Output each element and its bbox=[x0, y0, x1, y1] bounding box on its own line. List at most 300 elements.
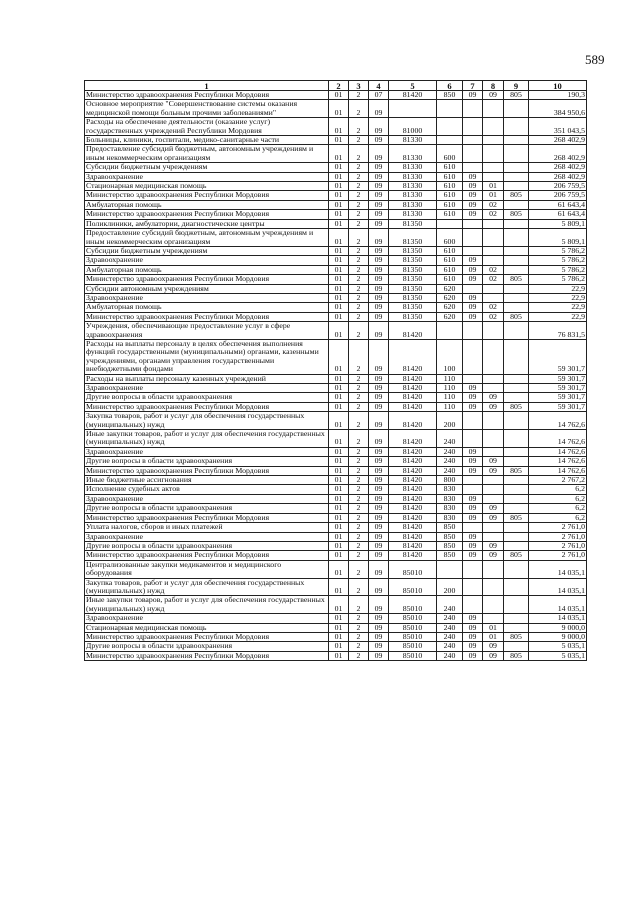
item-name-cell: Другие вопросы в области здравоохранения bbox=[85, 457, 329, 466]
code-section-cell bbox=[463, 229, 483, 247]
code-event-cell: 09 bbox=[369, 532, 389, 541]
code-subsection-cell: 09 bbox=[483, 651, 504, 660]
code-subprogram-cell: 2 bbox=[349, 182, 369, 191]
item-name-cell: Министерство здравоохранения Республики Мордовия bbox=[85, 551, 329, 560]
code-program-cell: 01 bbox=[329, 578, 349, 596]
code-subprogram-cell: 2 bbox=[349, 476, 369, 485]
code-direction-cell: 81420 bbox=[389, 384, 437, 393]
code-subsection-cell bbox=[483, 172, 504, 181]
code-subsection-cell bbox=[483, 118, 504, 136]
code-subsection-cell: 09 bbox=[483, 504, 504, 513]
code-subprogram-cell: 2 bbox=[349, 322, 369, 340]
amount-cell: 6,2 bbox=[529, 485, 587, 494]
code-subsection-cell bbox=[483, 485, 504, 494]
table-row bbox=[85, 560, 587, 578]
code-expense-type-cell: 240 bbox=[437, 651, 463, 660]
table-row bbox=[85, 312, 587, 321]
code-expense-type-cell bbox=[437, 219, 463, 228]
code-program-cell: 01 bbox=[329, 614, 349, 623]
code-event-cell: 09 bbox=[369, 384, 389, 393]
code-program-cell: 01 bbox=[329, 339, 349, 374]
code-ministry-cell bbox=[504, 476, 529, 485]
code-section-cell bbox=[463, 219, 483, 228]
code-section-cell: 09 bbox=[463, 632, 483, 641]
code-ministry-cell: 805 bbox=[504, 275, 529, 284]
amount-cell: 268 402,9 bbox=[529, 136, 587, 145]
code-ministry-cell bbox=[504, 293, 529, 302]
code-section-cell: 09 bbox=[463, 191, 483, 200]
code-direction-cell: 81350 bbox=[389, 256, 437, 265]
code-direction-cell: 81420 bbox=[389, 91, 437, 100]
code-program-cell: 01 bbox=[329, 312, 349, 321]
code-subsection-cell bbox=[483, 578, 504, 596]
code-ministry-cell bbox=[504, 541, 529, 550]
code-program-cell: 01 bbox=[329, 623, 349, 632]
code-program-cell: 01 bbox=[329, 275, 349, 284]
table-row bbox=[85, 256, 587, 265]
item-name-cell: Стационарная медицинская помощь bbox=[85, 623, 329, 632]
amount-cell: 59 301,7 bbox=[529, 374, 587, 383]
item-name-cell: Амбулаторная помощь bbox=[85, 265, 329, 274]
table-row bbox=[85, 339, 587, 374]
code-program-cell: 01 bbox=[329, 163, 349, 172]
code-program-cell: 01 bbox=[329, 293, 349, 302]
code-program-cell: 01 bbox=[329, 476, 349, 485]
code-expense-type-cell: 110 bbox=[437, 402, 463, 411]
code-subprogram-cell: 2 bbox=[349, 200, 369, 209]
amount-cell: 61 643,4 bbox=[529, 210, 587, 219]
code-event-cell: 09 bbox=[369, 275, 389, 284]
amount-cell: 14 035,1 bbox=[529, 614, 587, 623]
code-section-cell bbox=[463, 560, 483, 578]
code-expense-type-cell: 610 bbox=[437, 246, 463, 255]
item-name-cell: Стационарная медицинская помощь bbox=[85, 182, 329, 191]
table-row bbox=[85, 393, 587, 402]
amount-cell: 14 035,1 bbox=[529, 578, 587, 596]
code-ministry-cell: 805 bbox=[504, 513, 529, 522]
header-cell: 8 bbox=[483, 81, 504, 91]
code-event-cell: 09 bbox=[369, 485, 389, 494]
code-subprogram-cell: 2 bbox=[349, 402, 369, 411]
code-program-cell: 01 bbox=[329, 651, 349, 660]
item-name-cell: Основное мероприятие "Совершенствование системы оказания медицинской помощи больным прочими заболеваниями" bbox=[85, 100, 329, 118]
code-event-cell: 09 bbox=[369, 293, 389, 302]
code-program-cell: 01 bbox=[329, 504, 349, 513]
code-expense-type-cell: 200 bbox=[437, 412, 463, 430]
code-subsection-cell bbox=[483, 100, 504, 118]
code-subsection-cell: 09 bbox=[483, 91, 504, 100]
item-name-cell: Другие вопросы в области здравоохранения bbox=[85, 393, 329, 402]
code-direction-cell: 81420 bbox=[389, 466, 437, 475]
code-subprogram-cell: 2 bbox=[349, 229, 369, 247]
code-section-cell: 09 bbox=[463, 200, 483, 209]
item-name-cell: Министерство здравоохранения Республики Мордовия bbox=[85, 632, 329, 641]
code-expense-type-cell: 800 bbox=[437, 476, 463, 485]
code-subsection-cell bbox=[483, 412, 504, 430]
code-expense-type-cell: 240 bbox=[437, 642, 463, 651]
code-subsection-cell: 09 bbox=[483, 402, 504, 411]
code-section-cell bbox=[463, 246, 483, 255]
code-section-cell: 09 bbox=[463, 551, 483, 560]
amount-cell: 14 762,6 bbox=[529, 466, 587, 475]
code-subsection-cell bbox=[483, 322, 504, 340]
code-ministry-cell: 805 bbox=[504, 191, 529, 200]
code-section-cell: 09 bbox=[463, 494, 483, 503]
code-expense-type-cell: 610 bbox=[437, 191, 463, 200]
amount-cell: 59 301,7 bbox=[529, 339, 587, 374]
code-subprogram-cell: 2 bbox=[349, 303, 369, 312]
code-event-cell: 09 bbox=[369, 312, 389, 321]
code-ministry-cell bbox=[504, 284, 529, 293]
code-section-cell: 09 bbox=[463, 651, 483, 660]
code-subprogram-cell: 2 bbox=[349, 100, 369, 118]
code-section-cell: 09 bbox=[463, 293, 483, 302]
code-expense-type-cell: 610 bbox=[437, 200, 463, 209]
code-expense-type-cell: 830 bbox=[437, 485, 463, 494]
code-expense-type-cell: 240 bbox=[437, 430, 463, 448]
code-direction-cell: 81330 bbox=[389, 145, 437, 163]
item-name-cell: Иные закупки товаров, работ и услуг для обеспечения государственных (муниципальных) нужд bbox=[85, 596, 329, 614]
table-row bbox=[85, 430, 587, 448]
code-subsection-cell: 02 bbox=[483, 303, 504, 312]
item-name-cell: Исполнение судебных актов bbox=[85, 485, 329, 494]
code-expense-type-cell: 610 bbox=[437, 163, 463, 172]
code-section-cell: 09 bbox=[463, 265, 483, 274]
code-subsection-cell bbox=[483, 476, 504, 485]
amount-cell: 22,9 bbox=[529, 284, 587, 293]
table-row bbox=[85, 145, 587, 163]
code-expense-type-cell: 850 bbox=[437, 91, 463, 100]
code-ministry-cell: 805 bbox=[504, 466, 529, 475]
code-expense-type-cell: 620 bbox=[437, 284, 463, 293]
code-subprogram-cell: 2 bbox=[349, 91, 369, 100]
item-name-cell: Уплата налогов, сборов и иных платежей bbox=[85, 523, 329, 532]
code-event-cell: 09 bbox=[369, 541, 389, 550]
code-program-cell: 01 bbox=[329, 632, 349, 641]
code-ministry-cell bbox=[504, 560, 529, 578]
table-row bbox=[85, 246, 587, 255]
code-event-cell: 09 bbox=[369, 476, 389, 485]
item-name-cell: Министерство здравоохранения Республики Мордовия bbox=[85, 191, 329, 200]
code-subprogram-cell: 2 bbox=[349, 560, 369, 578]
code-direction-cell: 81350 bbox=[389, 229, 437, 247]
table-row bbox=[85, 476, 587, 485]
code-event-cell: 09 bbox=[369, 457, 389, 466]
table-row bbox=[85, 623, 587, 632]
table-row bbox=[85, 457, 587, 466]
table-row bbox=[85, 494, 587, 503]
code-section-cell: 09 bbox=[463, 182, 483, 191]
code-section-cell bbox=[463, 118, 483, 136]
code-event-cell: 09 bbox=[369, 393, 389, 402]
code-section-cell bbox=[463, 476, 483, 485]
amount-cell: 2 761,0 bbox=[529, 541, 587, 550]
code-program-cell: 01 bbox=[329, 485, 349, 494]
code-expense-type-cell: 830 bbox=[437, 494, 463, 503]
code-direction-cell: 85010 bbox=[389, 623, 437, 632]
budget-table bbox=[84, 80, 587, 661]
code-program-cell: 01 bbox=[329, 91, 349, 100]
amount-cell: 2 761,0 bbox=[529, 523, 587, 532]
page-number: 589 bbox=[585, 52, 605, 67]
code-program-cell: 01 bbox=[329, 402, 349, 411]
code-subprogram-cell: 2 bbox=[349, 172, 369, 181]
amount-cell: 206 759,5 bbox=[529, 182, 587, 191]
code-program-cell: 01 bbox=[329, 246, 349, 255]
table-row bbox=[85, 523, 587, 532]
code-event-cell: 09 bbox=[369, 614, 389, 623]
code-ministry-cell bbox=[504, 623, 529, 632]
code-expense-type-cell bbox=[437, 136, 463, 145]
code-subsection-cell bbox=[483, 256, 504, 265]
code-subsection-cell bbox=[483, 614, 504, 623]
code-subprogram-cell: 2 bbox=[349, 494, 369, 503]
amount-cell: 22,9 bbox=[529, 312, 587, 321]
amount-cell: 14 035,1 bbox=[529, 560, 587, 578]
code-subsection-cell bbox=[483, 136, 504, 145]
code-program-cell: 01 bbox=[329, 256, 349, 265]
code-expense-type-cell: 850 bbox=[437, 551, 463, 560]
code-program-cell: 01 bbox=[329, 118, 349, 136]
code-direction-cell: 81350 bbox=[389, 246, 437, 255]
table-row bbox=[85, 322, 587, 340]
code-expense-type-cell: 620 bbox=[437, 303, 463, 312]
amount-cell: 190,3 bbox=[529, 91, 587, 100]
code-subsection-cell: 01 bbox=[483, 191, 504, 200]
code-subsection-cell: 09 bbox=[483, 513, 504, 522]
code-program-cell: 01 bbox=[329, 182, 349, 191]
amount-cell: 5 786,2 bbox=[529, 246, 587, 255]
code-section-cell bbox=[463, 163, 483, 172]
code-event-cell: 09 bbox=[369, 182, 389, 191]
code-direction-cell: 81000 bbox=[389, 118, 437, 136]
table-row bbox=[85, 293, 587, 302]
code-program-cell: 01 bbox=[329, 265, 349, 274]
code-event-cell: 09 bbox=[369, 163, 389, 172]
item-name-cell: Министерство здравоохранения Республики Мордовия bbox=[85, 651, 329, 660]
code-event-cell: 09 bbox=[369, 136, 389, 145]
code-expense-type-cell: 610 bbox=[437, 265, 463, 274]
table-row bbox=[85, 402, 587, 411]
code-program-cell: 01 bbox=[329, 412, 349, 430]
code-expense-type-cell: 610 bbox=[437, 210, 463, 219]
item-name-cell: Здравоохранение bbox=[85, 172, 329, 181]
item-name-cell: Министерство здравоохранения Республики Мордовия bbox=[85, 91, 329, 100]
code-section-cell: 09 bbox=[463, 172, 483, 181]
header-cell: 5 bbox=[389, 81, 437, 91]
amount-cell: 384 950,6 bbox=[529, 100, 587, 118]
code-subsection-cell bbox=[483, 284, 504, 293]
table-row bbox=[85, 614, 587, 623]
code-section-cell: 09 bbox=[463, 623, 483, 632]
code-program-cell: 01 bbox=[329, 466, 349, 475]
code-program-cell: 01 bbox=[329, 200, 349, 209]
amount-cell: 59 301,7 bbox=[529, 384, 587, 393]
item-name-cell: Субсидии бюджетным учреждениям bbox=[85, 163, 329, 172]
code-subprogram-cell: 2 bbox=[349, 374, 369, 383]
code-ministry-cell bbox=[504, 384, 529, 393]
code-expense-type-cell bbox=[437, 322, 463, 340]
code-direction-cell: 81420 bbox=[389, 551, 437, 560]
code-section-cell bbox=[463, 412, 483, 430]
code-direction-cell bbox=[389, 100, 437, 118]
code-ministry-cell bbox=[504, 118, 529, 136]
code-event-cell: 09 bbox=[369, 100, 389, 118]
code-ministry-cell bbox=[504, 339, 529, 374]
item-name-cell: Предоставление субсидий бюджетным, автономным учреждениям и иным некоммерческим организациям bbox=[85, 145, 329, 163]
code-expense-type-cell: 240 bbox=[437, 614, 463, 623]
item-name-cell: Другие вопросы в области здравоохранения bbox=[85, 642, 329, 651]
code-program-cell: 01 bbox=[329, 457, 349, 466]
code-expense-type-cell: 240 bbox=[437, 447, 463, 456]
code-direction-cell: 81420 bbox=[389, 402, 437, 411]
code-subsection-cell bbox=[483, 229, 504, 247]
code-section-cell bbox=[463, 430, 483, 448]
code-subsection-cell: 09 bbox=[483, 642, 504, 651]
code-section-cell: 09 bbox=[463, 457, 483, 466]
code-event-cell: 09 bbox=[369, 322, 389, 340]
code-section-cell bbox=[463, 322, 483, 340]
code-subprogram-cell: 2 bbox=[349, 339, 369, 374]
code-ministry-cell: 805 bbox=[504, 210, 529, 219]
item-name-cell: Здравоохранение bbox=[85, 293, 329, 302]
code-ministry-cell bbox=[504, 504, 529, 513]
amount-cell: 2 761,0 bbox=[529, 532, 587, 541]
code-section-cell bbox=[463, 523, 483, 532]
code-ministry-cell: 805 bbox=[504, 651, 529, 660]
code-direction-cell: 85010 bbox=[389, 651, 437, 660]
code-subprogram-cell: 2 bbox=[349, 447, 369, 456]
code-ministry-cell bbox=[504, 532, 529, 541]
table-row bbox=[85, 541, 587, 550]
code-subprogram-cell: 2 bbox=[349, 457, 369, 466]
amount-cell: 206 759,5 bbox=[529, 191, 587, 200]
table-row bbox=[85, 504, 587, 513]
item-name-cell: Здравоохранение bbox=[85, 447, 329, 456]
table-row bbox=[85, 136, 587, 145]
header-cell: 7 bbox=[463, 81, 483, 91]
table-row bbox=[85, 163, 587, 172]
code-subsection-cell bbox=[483, 163, 504, 172]
code-subsection-cell bbox=[483, 374, 504, 383]
code-direction-cell: 81420 bbox=[389, 494, 437, 503]
code-section-cell: 09 bbox=[463, 614, 483, 623]
code-ministry-cell bbox=[504, 485, 529, 494]
amount-cell: 5 809,1 bbox=[529, 219, 587, 228]
code-subprogram-cell: 2 bbox=[349, 466, 369, 475]
table-row bbox=[85, 447, 587, 456]
item-name-cell: Министерство здравоохранения Республики Мордовия bbox=[85, 513, 329, 522]
code-section-cell: 09 bbox=[463, 541, 483, 550]
code-direction-cell: 81330 bbox=[389, 210, 437, 219]
amount-cell: 268 402,9 bbox=[529, 172, 587, 181]
code-expense-type-cell: 830 bbox=[437, 504, 463, 513]
table-row bbox=[85, 578, 587, 596]
amount-cell: 5 786,2 bbox=[529, 256, 587, 265]
code-subprogram-cell: 2 bbox=[349, 246, 369, 255]
code-section-cell bbox=[463, 284, 483, 293]
code-subsection-cell: 02 bbox=[483, 200, 504, 209]
code-expense-type-cell: 240 bbox=[437, 596, 463, 614]
code-program-cell: 01 bbox=[329, 322, 349, 340]
code-event-cell: 09 bbox=[369, 623, 389, 632]
code-subsection-cell: 02 bbox=[483, 312, 504, 321]
item-name-cell: Иные бюджетные ассигнования bbox=[85, 476, 329, 485]
code-section-cell: 09 bbox=[463, 402, 483, 411]
amount-cell: 9 000,0 bbox=[529, 632, 587, 641]
table-row bbox=[85, 210, 587, 219]
code-direction-cell: 85010 bbox=[389, 578, 437, 596]
code-subprogram-cell: 2 bbox=[349, 210, 369, 219]
code-subprogram-cell: 2 bbox=[349, 430, 369, 448]
table-body bbox=[85, 91, 587, 661]
code-subsection-cell: 09 bbox=[483, 457, 504, 466]
code-subsection-cell: 02 bbox=[483, 210, 504, 219]
table-row bbox=[85, 118, 587, 136]
amount-cell: 268 402,9 bbox=[529, 163, 587, 172]
code-expense-type-cell: 600 bbox=[437, 145, 463, 163]
code-expense-type-cell: 620 bbox=[437, 312, 463, 321]
code-subprogram-cell: 2 bbox=[349, 265, 369, 274]
table-row bbox=[85, 229, 587, 247]
code-section-cell bbox=[463, 596, 483, 614]
code-event-cell: 09 bbox=[369, 560, 389, 578]
item-name-cell: Здравоохранение bbox=[85, 532, 329, 541]
code-subprogram-cell: 2 bbox=[349, 513, 369, 522]
code-event-cell: 07 bbox=[369, 91, 389, 100]
code-event-cell: 09 bbox=[369, 219, 389, 228]
code-subsection-cell bbox=[483, 384, 504, 393]
amount-cell: 6,2 bbox=[529, 513, 587, 522]
code-section-cell: 09 bbox=[463, 275, 483, 284]
table-row bbox=[85, 303, 587, 312]
code-subsection-cell: 09 bbox=[483, 541, 504, 550]
code-event-cell: 09 bbox=[369, 513, 389, 522]
code-section-cell: 09 bbox=[463, 210, 483, 219]
code-program-cell: 01 bbox=[329, 210, 349, 219]
code-expense-type-cell: 830 bbox=[437, 513, 463, 522]
code-direction-cell: 81350 bbox=[389, 293, 437, 302]
item-name-cell: Иные закупки товаров, работ и услуг для обеспечения государственных (муниципальных) нужд bbox=[85, 430, 329, 448]
code-ministry-cell bbox=[504, 172, 529, 181]
code-ministry-cell bbox=[504, 578, 529, 596]
code-expense-type-cell: 200 bbox=[437, 578, 463, 596]
code-ministry-cell: 805 bbox=[504, 402, 529, 411]
table-row bbox=[85, 551, 587, 560]
header-row bbox=[85, 81, 587, 91]
table-row bbox=[85, 596, 587, 614]
table-row bbox=[85, 384, 587, 393]
code-event-cell: 09 bbox=[369, 494, 389, 503]
code-direction-cell: 81330 bbox=[389, 200, 437, 209]
code-program-cell: 01 bbox=[329, 447, 349, 456]
code-section-cell: 09 bbox=[463, 513, 483, 522]
code-subsection-cell: 01 bbox=[483, 623, 504, 632]
code-direction-cell: 81420 bbox=[389, 393, 437, 402]
table-row bbox=[85, 513, 587, 522]
code-subsection-cell: 01 bbox=[483, 182, 504, 191]
code-subsection-cell bbox=[483, 339, 504, 374]
code-subprogram-cell: 2 bbox=[349, 651, 369, 660]
code-event-cell: 09 bbox=[369, 551, 389, 560]
code-section-cell: 09 bbox=[463, 303, 483, 312]
code-event-cell: 09 bbox=[369, 229, 389, 247]
code-subprogram-cell: 2 bbox=[349, 191, 369, 200]
code-subprogram-cell: 2 bbox=[349, 145, 369, 163]
amount-cell: 5 809,1 bbox=[529, 229, 587, 247]
item-name-cell: Поликлиники, амбулатории, диагностические центры bbox=[85, 219, 329, 228]
code-subsection-cell: 02 bbox=[483, 275, 504, 284]
